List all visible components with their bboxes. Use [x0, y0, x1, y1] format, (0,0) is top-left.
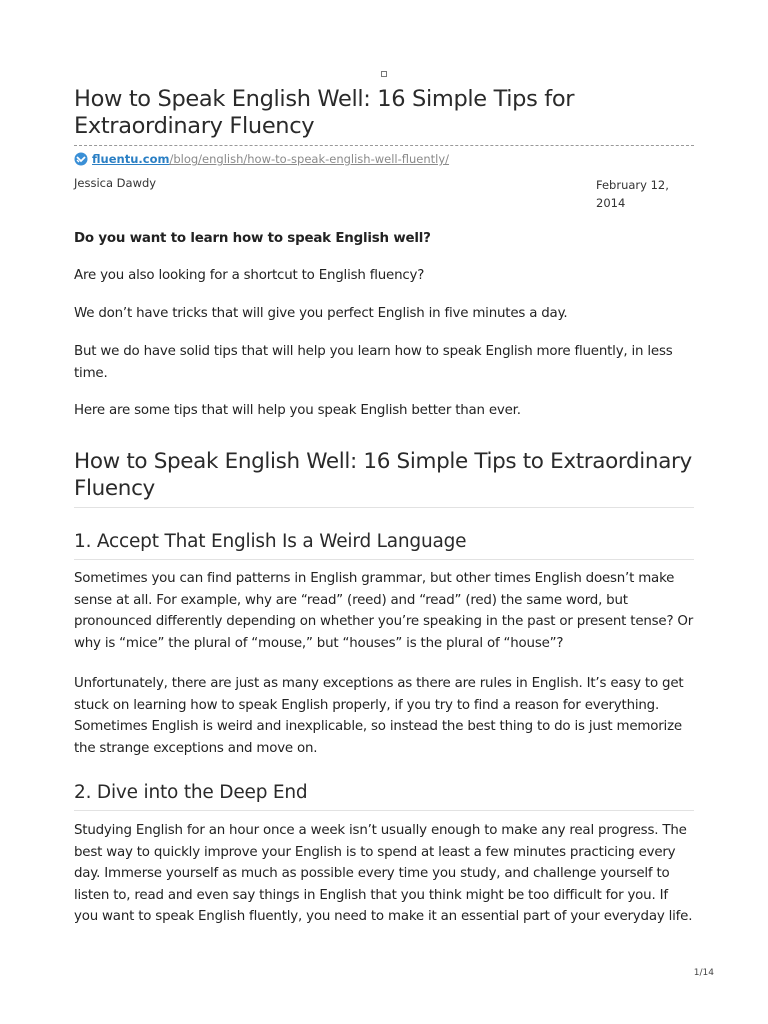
tip-paragraph: Sometimes you can find patterns in English grammar, but other times English doesn’t make sense at all. For example, why are “read” (reed) and “read” (red) the same word, but pronounced differently depending on whether you’re speaking in the past or present tense? Or why is “mice” the plural of “mouse,” but “houses” is the plural of “house”?	[74, 571, 694, 651]
intro-question: Do you want to learn how to speak English well?	[74, 231, 431, 246]
intro-paragraph: But we do have solid tips that will help you learn how to speak English more fluently, in less time.	[74, 344, 673, 381]
publish-date: February 12, 2014	[596, 178, 669, 210]
tip-heading: 2. Dive into the Deep End	[74, 782, 308, 803]
heading-divider	[74, 507, 694, 508]
page-number: 1/14	[693, 968, 714, 978]
fluentu-logo-icon	[74, 152, 88, 166]
author-name: Jessica Dawdy	[74, 176, 157, 190]
intro-paragraph: We don’t have tricks that will give you perfect English in five minutes a day.	[74, 306, 568, 321]
document-title: How to Speak English Well: 16 Simple Tips for Extraordinary Fluency	[74, 86, 575, 139]
source-link[interactable]	[74, 151, 449, 167]
source-path[interactable]: /blog/english/how-to-speak-english-well-fluently/	[169, 152, 450, 166]
section-heading: How to Speak English Well: 16 Simple Tips to Extraordinary Fluency	[74, 449, 692, 501]
heading-divider	[74, 810, 694, 811]
intro-paragraph: Here are some tips that will help you speak English better than ever.	[74, 403, 521, 418]
title-divider	[74, 145, 694, 146]
heading-divider	[74, 559, 694, 560]
source-host[interactable]: fluentu.com	[92, 152, 170, 166]
page-marker	[381, 71, 387, 77]
tip-paragraph: Studying English for an hour once a week isn’t usually enough to make any real progress. The best way to quickly improve your English is to spend at least a few minutes practicing every day. Immerse yourself as much as possible every time you study, and challenge yourself to listen to, read and even say things in English that you think might be too difficult for you. If you want to speak English fluently, you need to make it an essential part of your everyday life.	[74, 823, 693, 924]
intro-paragraph: Are you also looking for a shortcut to English fluency?	[74, 268, 425, 283]
tip-heading: 1. Accept That English Is a Weird Language	[74, 531, 467, 552]
tip-paragraph: Unfortunately, there are just as many exceptions as there are rules in English. It’s easy to get stuck on learning how to speak English properly, if you try to find a reason for everything. Sometimes English is weird and inexplicable, so instead the best thing to do is just memorize the strange exceptions and move on.	[74, 676, 684, 756]
